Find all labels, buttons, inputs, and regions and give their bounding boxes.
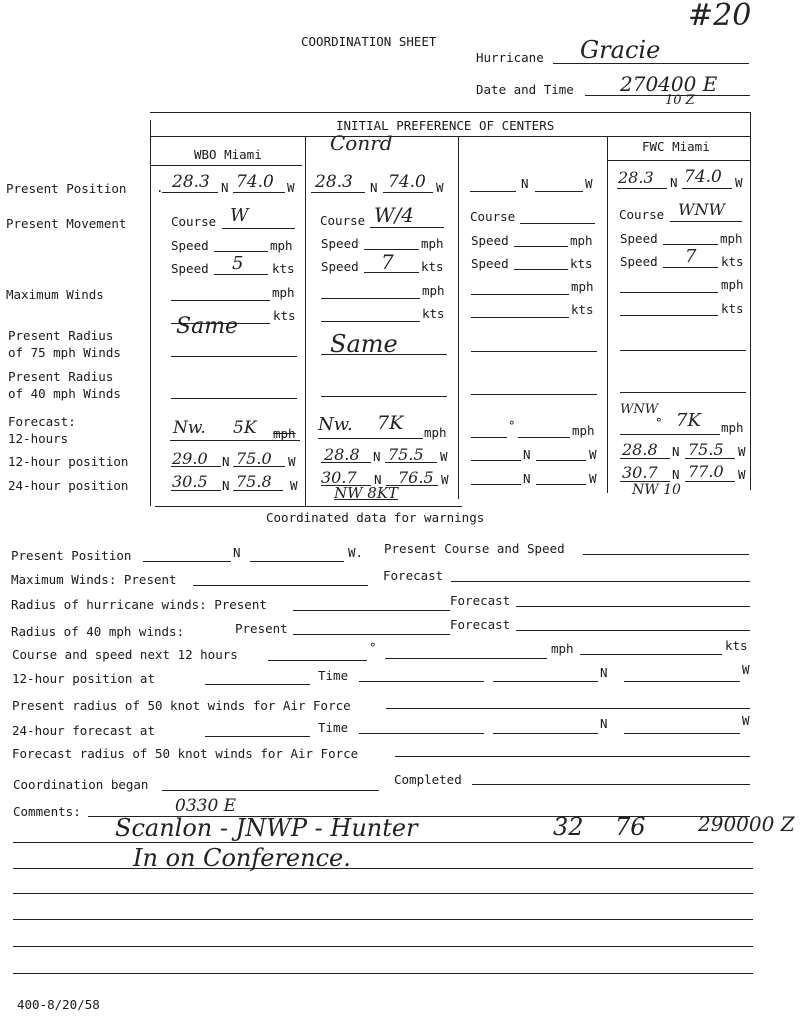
comment-line-1: Scanlon - JNWP - Hunter	[115, 814, 418, 842]
c2-p24-lon: 76.5	[398, 468, 434, 487]
comment-lon: 76	[615, 813, 646, 841]
c2-radius75: Same	[330, 330, 398, 358]
c4-course: WNW	[678, 200, 725, 219]
c4-fc-dir: WNW	[620, 402, 659, 417]
col-header-fwc: FWC Miami	[642, 139, 710, 154]
row-label-present-position: Present Position	[6, 181, 127, 196]
c4-p24-lon: 77.0	[688, 462, 724, 481]
c2-fc-dir: Nw.	[318, 414, 353, 435]
c4-p12-lon: 75.5	[688, 440, 724, 459]
c4-p12-lat: 28.8	[622, 440, 658, 459]
row-label-12hr-position: 12-hour position	[8, 454, 129, 469]
hurricane-name: Gracie	[580, 36, 661, 64]
datetime-sub: 10 Z	[665, 93, 695, 108]
c4-fc-speed: 7K	[676, 410, 701, 431]
c4-p24-lat: 30.7	[622, 463, 658, 482]
sheet-title: COORDINATION SHEET	[301, 34, 437, 49]
c2-p12-lon: 75.5	[388, 445, 424, 464]
hurricane-label: Hurricane	[476, 50, 544, 65]
datetime-label: Date and Time	[476, 82, 574, 97]
c1-pos-lon: 74.0	[236, 172, 274, 192]
c2-pos-lon: 74.0	[388, 172, 426, 192]
coordinated-title: Coordinated data for warnings	[266, 510, 485, 525]
row-label-radius40-a: Present Radius	[8, 369, 114, 384]
c2-pos-lat: 28.3	[315, 172, 353, 192]
c2-p24-lat: 30.7	[321, 468, 357, 487]
c1-course: W	[230, 205, 249, 226]
comment-time: 0330 E	[175, 796, 237, 816]
form-id: 400-8/20/58	[17, 997, 100, 1012]
c2-p12-lat: 28.8	[324, 445, 360, 464]
c4-pos-lon: 74.0	[684, 167, 722, 187]
row-label-present-movement: Present Movement	[6, 216, 127, 231]
row-label-maximum-winds: Maximum Winds	[6, 287, 104, 302]
c1-fc-speed: 5K	[233, 418, 257, 438]
c1-p12-lon: 75.0	[236, 449, 272, 468]
col-header-wbo: WBO Miami	[194, 147, 262, 162]
comment-time2: 290000 Z	[698, 812, 795, 836]
c4-after-note: NW 10	[632, 482, 681, 498]
datetime-value: 270400 E	[620, 72, 718, 96]
c1-p24-lon: 75.8	[236, 472, 272, 491]
c1-pos-lat: 28.3	[172, 172, 210, 192]
c2-course: W/4	[374, 203, 415, 227]
comment-lat: 32	[553, 813, 584, 841]
table-title: INITIAL PREFERENCE OF CENTERS	[336, 118, 555, 133]
row-label-forecast-b: 12-hours	[8, 431, 69, 446]
row-label-24hr-position: 24-hour position	[8, 478, 129, 493]
c1-speed-kts: 5	[232, 253, 244, 274]
col-header-conrd: Conrd	[330, 131, 393, 155]
c1-p12-lat: 29.0	[172, 449, 208, 468]
c2-speed-kts: 7	[381, 250, 394, 274]
c2-after-note: NW 8KT	[334, 484, 399, 502]
row-label-forecast-a: Forecast:	[8, 414, 76, 429]
sheet-number: #20	[688, 0, 752, 33]
c2-fc-speed: 7K	[377, 412, 404, 434]
row-label-radius75-b: of 75 mph Winds	[8, 345, 121, 360]
comment-line-2: In on Conference.	[133, 844, 351, 872]
row-label-radius75-a: Present Radius	[8, 328, 114, 343]
c4-pos-lat: 28.3	[618, 168, 654, 187]
c1-fc-unit-struck: mph	[273, 426, 296, 441]
c1-radius75: Same	[176, 314, 239, 339]
c1-p24-lat: 30.5	[172, 472, 208, 491]
c4-speed-kts: 7	[685, 246, 697, 267]
c1-fc-dir: Nw.	[173, 418, 206, 438]
row-label-radius40-b: of 40 mph Winds	[8, 386, 121, 401]
